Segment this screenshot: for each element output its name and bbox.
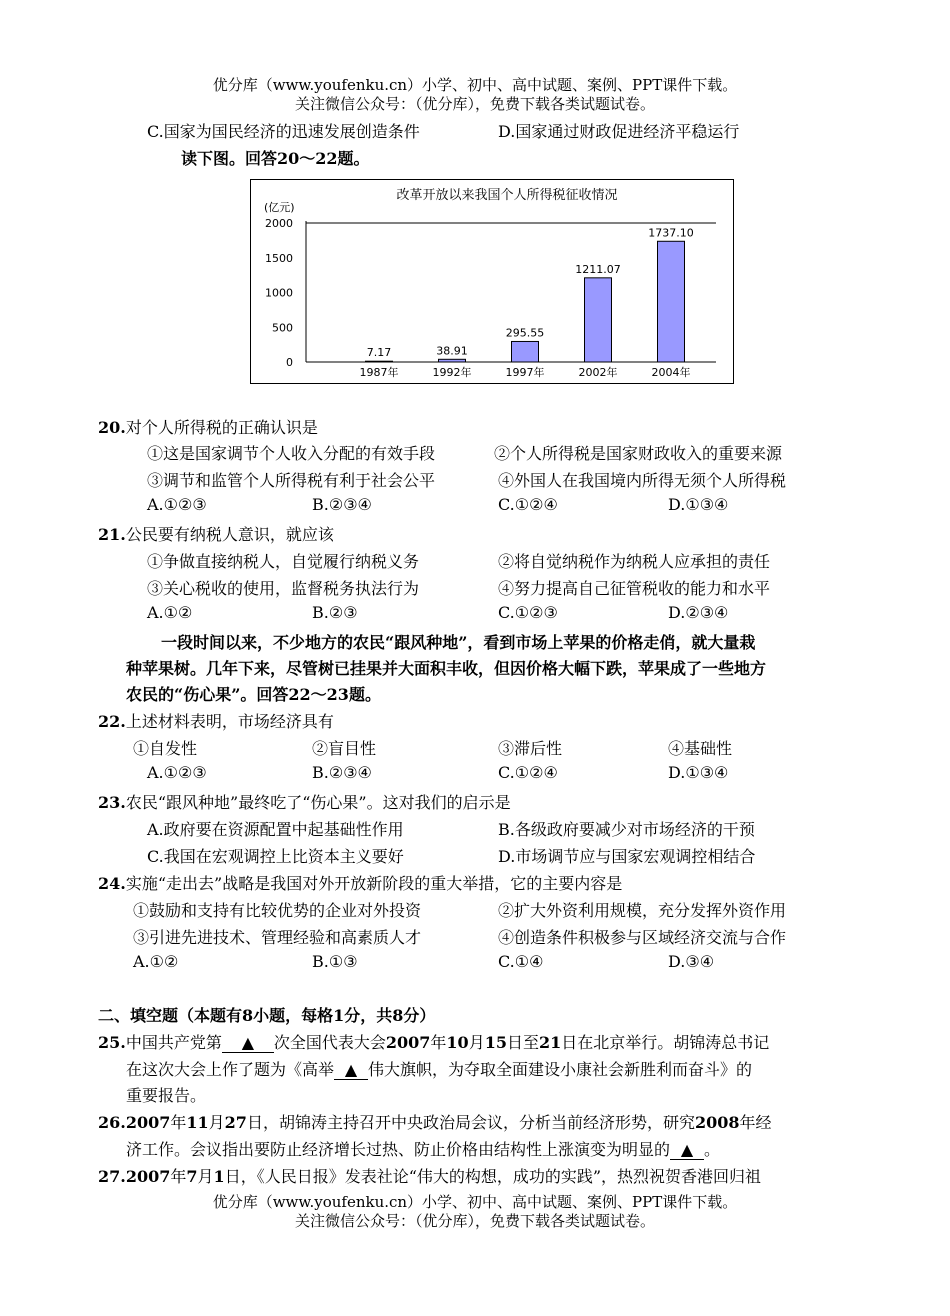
q20-statement-2: ②个人所得税是国家财政收入的重要来源 (494, 444, 783, 463)
q20-option-a: A.①②③ (147, 495, 207, 514)
q22-option-c: C.①②④ (498, 763, 558, 782)
chart-bar (366, 361, 393, 362)
q25-text-5: 日至 (506, 1033, 539, 1052)
q25-year: 2007 (385, 1033, 431, 1052)
q22-number: 22. (98, 712, 126, 731)
q26-year: 2007 (125, 1113, 171, 1132)
chart-data-label: 1737.10 (648, 226, 694, 240)
q26-day: 27 (224, 1113, 247, 1132)
q26-text-4: 年经 (739, 1113, 772, 1132)
q26-month: 11 (186, 1113, 209, 1132)
chart-x-tick-label: 1987年 (359, 366, 399, 379)
material-line-1: 一段时间以来，不少地方的农民“跟风种地”，看到市场上苹果的价格走俏，就大量栽 (161, 633, 756, 652)
q22-statement-2: ②盲目性 (312, 739, 377, 758)
q26-text-6: 。 (704, 1140, 721, 1159)
q25-line-1 (98, 1030, 769, 1053)
q25-text-1: 中国共产党第 (125, 1033, 222, 1052)
q26-blank[interactable]: ▲ (670, 1140, 704, 1160)
q27-number: 27. (98, 1167, 126, 1186)
read-prompt: 读下图。回答20～22题。 (181, 149, 370, 168)
q26-text-3: 日，胡锦涛主持召开中央政治局会议，分析当前经济形势，研究 (246, 1113, 695, 1132)
chart-y-tick-label: 0 (286, 356, 293, 369)
q22-statement-4: ④基础性 (668, 739, 733, 758)
q22-statement-3: ③滞后性 (498, 739, 563, 758)
prev-option-c: C.国家为国民经济的迅速发展创造条件 (147, 122, 420, 141)
q20-option-b: B.②③④ (312, 495, 372, 514)
q25-line-2 (126, 1057, 752, 1080)
chart-y-tick-label: 500 (272, 321, 293, 335)
chart-data-label: 7.17 (366, 346, 392, 360)
q25-day-2: 21 (538, 1033, 562, 1052)
q25-text-7: 在这次大会上作了题为《高举 (126, 1060, 335, 1079)
q23-stem (98, 790, 511, 813)
q26-text-1: 年 (170, 1113, 187, 1132)
q24-statement-1: ①鼓励和支持有比较优势的企业对外投资 (133, 901, 422, 920)
q27-day: 1 (213, 1167, 225, 1186)
chart-bar (512, 341, 539, 362)
q24-statement-2: ②扩大外资利用规模，充分发挥外资作用 (498, 901, 787, 920)
q21-statement-1: ①争做直接纳税人，自觉履行纳税义务 (147, 552, 420, 571)
tax-chart (250, 179, 734, 384)
q26-line-2 (126, 1137, 720, 1160)
q23-option-d: D.市场调节应与国家宏观调控相结合 (498, 847, 756, 866)
q25-blank-1[interactable]: ▲ (222, 1033, 274, 1053)
chart-data-label: 38.91 (436, 344, 468, 358)
q21-stem-text: 公民要有纳税人意识，就应该 (125, 525, 334, 544)
q27-year: 2007 (125, 1167, 171, 1186)
chart-bar (585, 278, 612, 362)
q23-number: 23. (98, 793, 126, 812)
q25-line-3: 重要报告。 (126, 1086, 207, 1105)
q24-statement-3: ③引进先进技术、管理经验和高素质人才 (133, 928, 422, 947)
footer-line-2: 关注微信公众号：（优分库），免费下载各类试题试卷。 (294, 1212, 655, 1230)
q20-statement-3: ③调节和监管个人所得税有利于社会公平 (147, 471, 436, 490)
header-line-2: 关注微信公众号：（优分库），免费下载各类试题试卷。 (294, 95, 655, 113)
q26-text-5: 济工作。会议指出要防止经济增长过热、防止价格由结构性上涨演变为明显的 (126, 1140, 671, 1159)
q20-number: 20. (98, 418, 126, 437)
chart-x-tick-label: 2002年 (578, 366, 618, 379)
q26-year-2: 2008 (694, 1113, 740, 1132)
chart-y-tick-label: 1000 (265, 286, 293, 300)
q25-text-2: 次全国代表大会 (273, 1033, 386, 1052)
q20-statement-1: ①这是国家调节个人收入分配的有效手段 (147, 444, 436, 463)
q21-option-b: B.②③ (312, 603, 358, 622)
q23-stem-text: 农民“跟风种地”最终吃了“伤心果”。这对我们的启示是 (125, 793, 511, 812)
q22-option-a: A.①②③ (147, 763, 207, 782)
chart-x-tick-label: 1992年 (432, 366, 472, 379)
q21-option-d: D.②③④ (668, 603, 729, 622)
q21-stem (98, 522, 334, 545)
q25-blank-2[interactable]: ▲ (334, 1060, 368, 1080)
q22-stem-text: 上述材料表明，市场经济具有 (125, 712, 334, 731)
q21-option-a: A.①② (147, 603, 193, 622)
chart-y-axis-label: (亿元) (264, 201, 295, 214)
q22-option-d: D.①③④ (668, 763, 729, 782)
material-line-2: 种苹果树。几年下来，尽管树已挂果并大面积丰收，但因价格大幅下跌，苹果成了一些地方 (126, 659, 767, 678)
q27-month: 7 (186, 1167, 198, 1186)
q24-statement-4: ④创造条件积极参与区域经济交流与合作 (498, 928, 787, 947)
q24-option-d: D.③④ (668, 952, 715, 971)
q23-option-c: C.我国在宏观调控上比资本主义要好 (147, 847, 404, 866)
q24-number: 24. (98, 874, 126, 893)
q26-text-2: 月 (208, 1113, 225, 1132)
footer-line-1: 优分库（www.youfenku.cn）小学、初中、高中试题、案例、PPT课件下载。 (212, 1193, 738, 1211)
chart-data-label: 1211.07 (575, 262, 621, 276)
q27-text-3: 日，《人民日报》发表社论“伟大的构想，成功的实践”，热烈祝贺香港回归祖 (224, 1167, 762, 1186)
q24-stem-text: 实施“走出去”战略是我国对外开放新阶段的重大举措，它的主要内容是 (125, 874, 623, 893)
q21-statement-2: ②将自觉纳税作为纳税人应承担的责任 (498, 552, 771, 571)
q25-number: 25. (98, 1033, 126, 1052)
q25-month: 10 (446, 1033, 469, 1052)
chart-y-tick-label: 1500 (265, 251, 293, 265)
chart-x-tick-label: 1997年 (505, 366, 545, 379)
chart-canvas (251, 180, 733, 383)
q23-option-b: B.各级政府要减少对市场经济的干预 (498, 820, 755, 839)
q25-text-8: 伟大旗帜，为夺取全面建设小康社会新胜利而奋斗》的 (368, 1060, 753, 1079)
prev-option-d: D.国家通过财政促进经济平稳运行 (498, 122, 740, 141)
chart-bar (439, 359, 466, 362)
chart-x-tick-label: 2004年 (651, 366, 691, 379)
q21-number: 21. (98, 525, 126, 544)
q21-option-c: C.①②③ (498, 603, 558, 622)
q21-statement-3: ③关心税收的使用，监督税务执法行为 (147, 579, 420, 598)
q27-text-1: 年 (170, 1167, 187, 1186)
q24-stem (98, 871, 622, 894)
q20-stem (98, 415, 318, 438)
q23-option-a: A.政府要在资源配置中起基础性作用 (147, 820, 404, 839)
material-line-3: 农民的“伤心果”。回答22～23题。 (126, 685, 381, 704)
q22-option-b: B.②③④ (312, 763, 372, 782)
q24-option-c: C.①④ (498, 952, 544, 971)
q26-line-1 (98, 1110, 772, 1133)
q20-option-d: D.①③④ (668, 495, 729, 514)
q26-number: 26. (98, 1113, 126, 1132)
chart-bar (658, 241, 685, 362)
q22-statement-1: ①自发性 (133, 739, 198, 758)
chart-title: 改革开放以来我国个人所得税征收情况 (396, 188, 618, 203)
q21-statement-4: ④努力提高自己征管税收的能力和水平 (498, 579, 771, 598)
q20-statement-4: ④外国人在我国境内所得无须个人所得税 (498, 471, 787, 490)
q27-text-2: 月 (197, 1167, 214, 1186)
section-2-title: 二、填空题（本题有8小题，每格1分，共8分） (98, 1006, 436, 1025)
q27-line-1 (98, 1164, 761, 1187)
q25-day-1: 15 (484, 1033, 507, 1052)
chart-y-tick-label: 2000 (265, 217, 293, 230)
q25-text-4: 月 (468, 1033, 485, 1052)
q22-stem (98, 709, 334, 732)
chart-data-label: 295.55 (505, 326, 545, 340)
header-line-1: 优分库（www.youfenku.cn）小学、初中、高中试题、案例、PPT课件下载。 (212, 76, 738, 94)
q20-option-c: C.①②④ (498, 495, 558, 514)
q24-option-a: A.①② (133, 952, 179, 971)
q24-option-b: B.①③ (312, 952, 358, 971)
q25-text-6: 日在北京举行。胡锦涛总书记 (561, 1033, 770, 1052)
q25-text-3: 年 (430, 1033, 447, 1052)
q20-stem-text: 对个人所得税的正确认识是 (125, 418, 318, 437)
